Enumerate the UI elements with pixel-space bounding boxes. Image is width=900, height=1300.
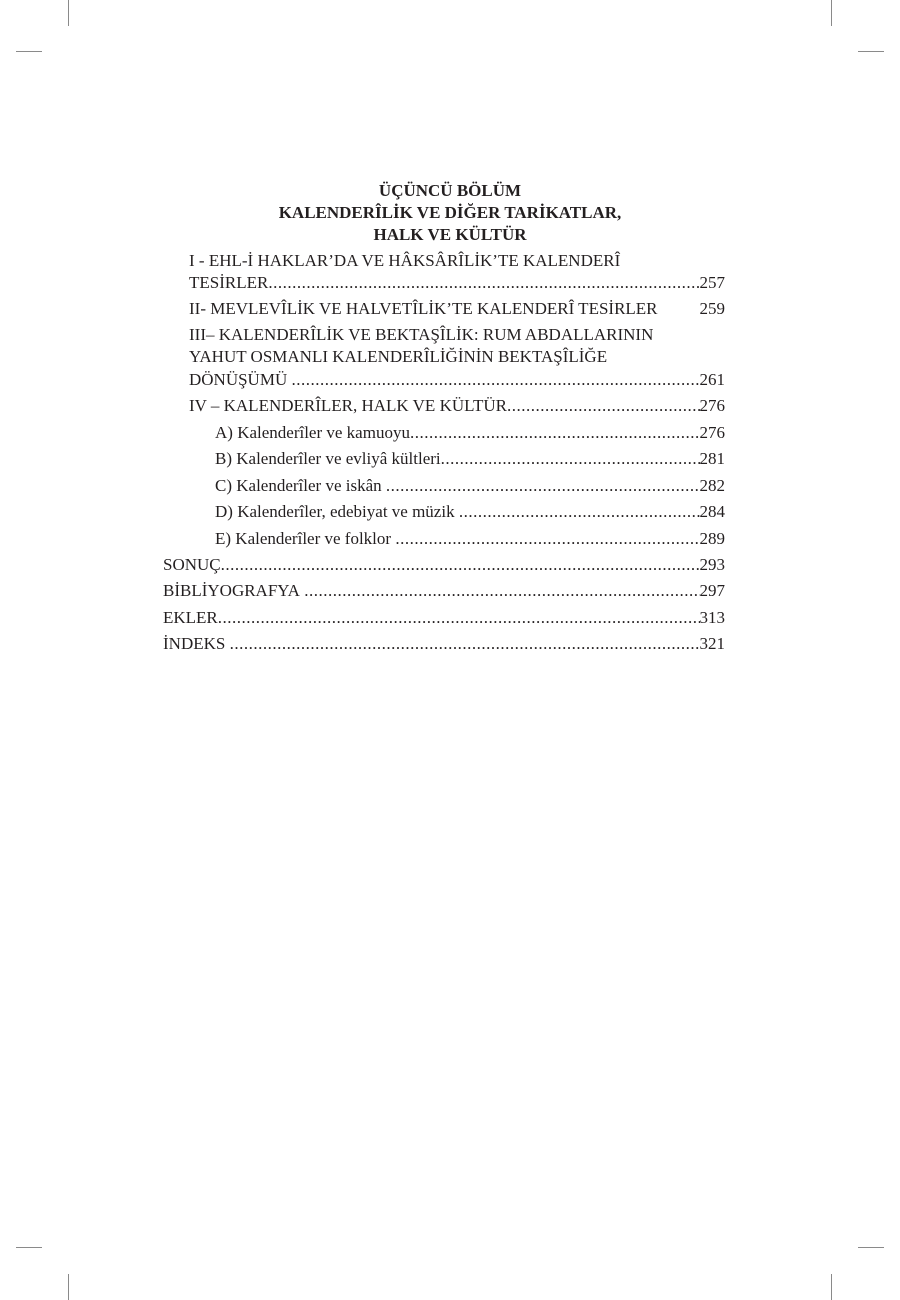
toc-subentry-a	[215, 422, 725, 444]
toc-subentry-d	[215, 501, 725, 523]
toc-entry-page: 293	[699, 555, 725, 574]
dot-leader	[218, 607, 700, 629]
toc-entry-1	[189, 272, 725, 294]
toc-subentry-page: 282	[699, 476, 725, 495]
dot-leader	[507, 395, 700, 417]
dot-leader	[410, 422, 700, 444]
toc-subentry-label: C) Kalenderîler ve iskân	[215, 476, 382, 495]
toc-entry-label: EKLER	[163, 608, 218, 627]
dot-leader	[268, 272, 699, 294]
toc-entry-sonuc	[163, 554, 725, 576]
toc-entry-3-label: DÖNÜŞÜMÜ	[189, 370, 288, 389]
toc-subentry-label: A) Kalenderîler ve kamuoyu	[215, 423, 410, 442]
toc-entry-bibliyografya	[163, 580, 725, 602]
toc-entry-2	[189, 298, 725, 320]
toc-entry-3-page: 261	[699, 370, 725, 389]
toc-entry-1-line-1: I - EHL-İ HAKLAR’DA VE HÂKSÂRÎLİK’TE KALENDERÎ	[189, 251, 621, 270]
toc-entry-3-line-2: YAHUT OSMANLI KALENDERÎLİĞİNİN BEKTAŞÎLİĞE	[189, 347, 608, 366]
toc-subentry-e	[215, 528, 725, 550]
chapter-number: ÜÇÜNCÜ BÖLÜM	[378, 181, 522, 200]
dot-leader	[441, 448, 700, 470]
toc-subentry-page: 289	[699, 529, 725, 548]
toc-subentry-page: 284	[699, 502, 725, 521]
toc-entry-2-page: 259	[699, 299, 725, 318]
chapter-title-line-1: KALENDERÎLİK VE DİĞER TARİKATLAR,	[278, 203, 622, 222]
toc-entry-ekler	[163, 607, 725, 629]
toc-subentry-c	[215, 475, 725, 497]
dot-leader	[395, 528, 699, 550]
toc-subentry-page: 281	[699, 449, 725, 468]
toc-entry-4	[189, 395, 725, 417]
toc-entry-indeks	[163, 633, 725, 655]
toc-entry-label: SONUÇ	[163, 555, 221, 574]
toc-entry-4-page: 276	[699, 396, 725, 415]
dot-leader	[459, 501, 700, 523]
dot-leader	[230, 633, 700, 655]
dot-leader	[386, 475, 700, 497]
chapter-title-line-2: HALK VE KÜLTÜR	[373, 225, 527, 244]
toc-subentry-label: E) Kalenderîler ve folklor	[215, 529, 392, 548]
toc-entry-page: 313	[699, 608, 725, 627]
toc-entry-1-page: 257	[699, 273, 725, 292]
toc-entry-label: İNDEKS	[163, 634, 226, 653]
toc-entry-3-line-1: III– KALENDERÎLİK VE BEKTAŞÎLİK: RUM ABDALLARININ	[189, 325, 654, 344]
dot-leader	[221, 554, 700, 576]
toc-entry-2-label: II- MEVLEVÎLİK VE HALVETÎLİK’TE KALENDERÎ TESİRLER	[189, 299, 658, 318]
dot-leader	[291, 369, 699, 391]
toc-subentry-page: 276	[699, 423, 725, 442]
toc-entry-label: BİBLİYOGRAFYA	[163, 581, 300, 600]
toc-subentry-b	[215, 448, 725, 470]
toc-entry-3	[189, 369, 725, 391]
toc-entry-page: 297	[699, 581, 725, 600]
dot-leader	[304, 580, 699, 602]
toc-entry-4-label: IV – KALENDERÎLER, HALK VE KÜLTÜR	[189, 396, 507, 415]
toc-subentry-label: D) Kalenderîler, edebiyat ve müzik	[215, 502, 455, 521]
toc-entry-1-label: TESİRLER	[189, 273, 269, 292]
toc-subentry-label: B) Kalenderîler ve evliyâ kültleri	[215, 449, 441, 468]
toc-entry-page: 321	[699, 634, 725, 653]
